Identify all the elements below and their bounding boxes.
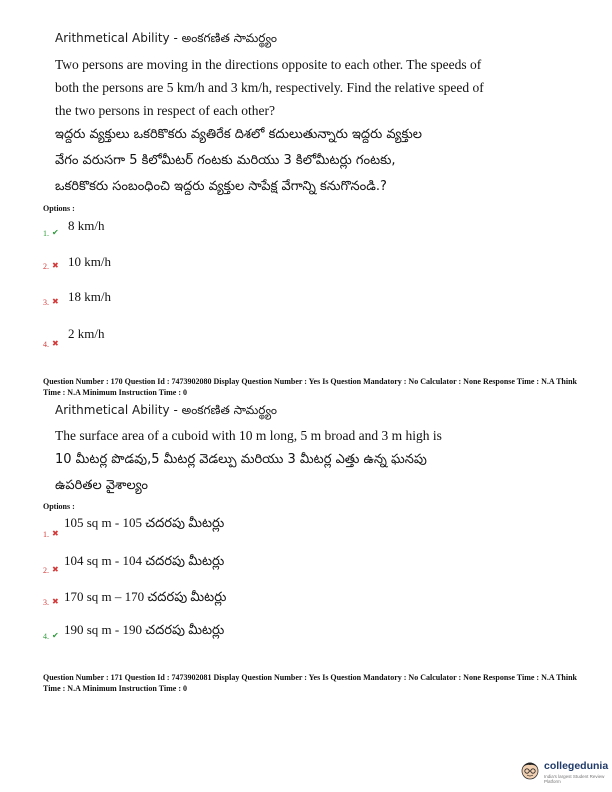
option-text: 170 sq m – 170 చదరపు మీటర్లు <box>64 589 227 604</box>
q170-telugu-line-2: ఉపరితల వైశాల్యం <box>55 478 148 493</box>
option-text: 18 km/h <box>68 289 111 304</box>
wrong-cross-icon: ✖ <box>52 339 59 348</box>
q169-subject: Arithmetical Ability - అంకగణిత సామర్థ్యం <box>55 31 277 45</box>
q169-text-line-2: both the persons are 5 km/h and 3 km/h, respectively. Find the relative speed of <box>55 80 484 95</box>
q169-options-heading: Options : <box>43 204 75 213</box>
q170-subject: Arithmetical Ability - అంకగణిత సామర్థ్యం <box>55 403 277 417</box>
correct-check-icon: ✔ <box>52 228 59 237</box>
option-text: 8 km/h <box>68 218 105 233</box>
option-text: 104 sq m - 104 చదరపు మీటర్లు <box>64 553 225 568</box>
correct-check-icon: ✔ <box>52 631 59 640</box>
option-number: 4. <box>43 632 49 641</box>
logo-wordmark: collegedunia <box>544 760 609 772</box>
q170-options-heading: Options : <box>43 502 75 511</box>
q169-text-line-1: Two persons are moving in the directions opposite to each other. The speeds of <box>55 57 482 72</box>
q169-telugu-line-2: వేగం వరుసగా 5 కిలోమీటర్ గంటకు మరియు 3 కిలోమీటర్లు గంటకు, <box>55 153 396 168</box>
option-number: 3. <box>43 598 49 607</box>
q170-text: The surface area of a cuboid with 10 m long, 5 m broad and 3 m high is <box>55 428 442 443</box>
option-number: 1. <box>43 530 49 539</box>
option-number: 4. <box>43 340 49 349</box>
q169-text-line-3: the two persons in respect of each other? <box>55 103 276 118</box>
option-number: 2. <box>43 262 49 271</box>
q169-telugu-line-3: ఒకరికొకరు సంబంధించి ఇద్దరు వ్యక్తుల సాపేక్ష వేగాన్ని కనుగొనండి.? <box>55 179 387 194</box>
q170-telugu-line-1: 10 మీటర్ల పొడవు,5 మీటర్ల వెడల్పు మరియు 3 మీటర్ల ఎత్తు ఉన్న ఘనపు <box>55 452 427 467</box>
option-number: 3. <box>43 298 49 307</box>
q171-meta: Question Number : 171 Question Id : 7473902081 Display Question Number : Yes Is Question Mandatory : No Calculator : None Response Time : N.A Think Time : N.A Minimum Instruction Time : 0 <box>43 673 577 693</box>
option-text: 2 km/h <box>68 326 105 341</box>
wrong-cross-icon: ✖ <box>52 297 59 306</box>
wrong-cross-icon: ✖ <box>52 529 59 538</box>
wrong-cross-icon: ✖ <box>52 261 59 270</box>
option-number: 2. <box>43 566 49 575</box>
collegedunia-logo <box>519 752 609 792</box>
wrong-cross-icon: ✖ <box>52 565 59 574</box>
option-text: 10 km/h <box>68 254 111 269</box>
q170-meta: Question Number : 170 Question Id : 7473902080 Display Question Number : Yes Is Question Mandatory : No Calculator : None Response Time : N.A Think Time : N.A Minimum Instruction Time : 0 <box>43 377 577 397</box>
mascot-icon <box>519 758 541 782</box>
logo-tagline: India's largest Student Review Platform <box>544 774 605 784</box>
q169-telugu-line-1: ఇద్దరు వ్యక్తులు ఒకరికొకరు వ్యతిరేక దిశలో కదులుతున్నారు ఇద్దరు వ్యక్తుల <box>55 127 422 142</box>
option-text: 190 sq m - 190 చదరపు మీటర్లు <box>64 622 225 637</box>
option-number: 1. <box>43 229 49 238</box>
wrong-cross-icon: ✖ <box>52 597 59 606</box>
option-text: 105 sq m - 105 చదరపు మీటర్లు <box>64 515 225 530</box>
